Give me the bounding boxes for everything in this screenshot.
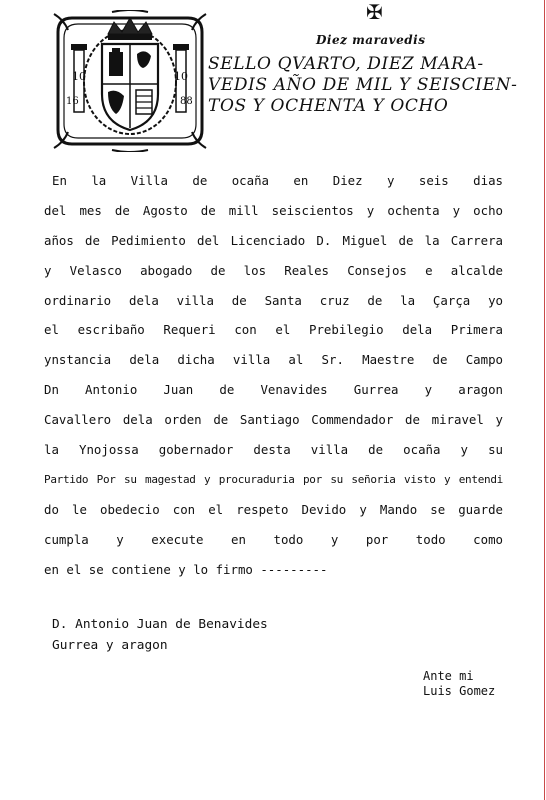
body-line: y Velasco abogado de los Reales Consejos e alcalde (44, 262, 503, 278)
seal-right-number: 10 (174, 70, 188, 83)
cross-symbol: ✠ (366, 0, 383, 24)
document-body (44, 166, 503, 584)
body-line: En la Villa de ocaña en Diez y seis dias (52, 173, 503, 188)
witness-block (423, 669, 495, 699)
witness-label: Ante mi (423, 669, 474, 683)
signer-surname: Gurrea y aragon (52, 638, 168, 653)
body-line: do le obedecio con el respeto Devido y Mando se guarde (44, 501, 503, 517)
stamp-title-line: VEDIS AÑO DE MIL Y SEISCIEN- (208, 75, 518, 95)
stamp-title-line: TOS Y OCHENTA Y OCHO (208, 96, 449, 116)
body-line: la Ynojossa gobernador desta villa de ocaña y su (44, 442, 503, 458)
page-edge-rule (544, 0, 545, 800)
body-line: Cavallero dela orden de Santiago Commendador de miravel y (44, 412, 503, 428)
signature-block (52, 614, 268, 656)
body-line: en el se contiene y lo firmo --------- (44, 561, 328, 577)
seal-graphic (52, 10, 208, 152)
body-line: Partido Por su magestad y procuraduria por su señoria visto y entendi (44, 472, 503, 486)
signer-name: D. Antonio Juan de Benavides (52, 617, 268, 632)
body-line: Dn Antonio Juan de Venavides Gurrea y aragon (44, 382, 503, 398)
body-line: años de Pedimiento del Licenciado D. Miguel de la Carrera (44, 232, 503, 248)
witness-name: Luis Gomez (423, 684, 496, 698)
body-line: ordinario dela villa de Santa cruz de la Çarça yo (44, 292, 503, 308)
stamp-title (208, 54, 538, 117)
seal-price-label: Diez maravedis (316, 33, 426, 47)
stamp-title-line: SELLO QVARTO, DIEZ MARA- (208, 54, 484, 74)
body-line: el escribaño Requeri con el Prebilegio dela Primera (44, 322, 503, 338)
seal-left-number: 10 (72, 70, 86, 83)
seal-right-year: 88 (180, 96, 193, 107)
seal-left-year: 16 (66, 96, 79, 107)
body-line: ynstancia dela dicha villa al Sr. Maestre de Campo (44, 352, 503, 368)
body-line: del mes de Agosto de mill seiscientos y ochenta y ocho (44, 202, 503, 218)
body-line: cumpla y execute en todo y por todo como (44, 531, 503, 547)
royal-seal-emblem (52, 10, 208, 152)
